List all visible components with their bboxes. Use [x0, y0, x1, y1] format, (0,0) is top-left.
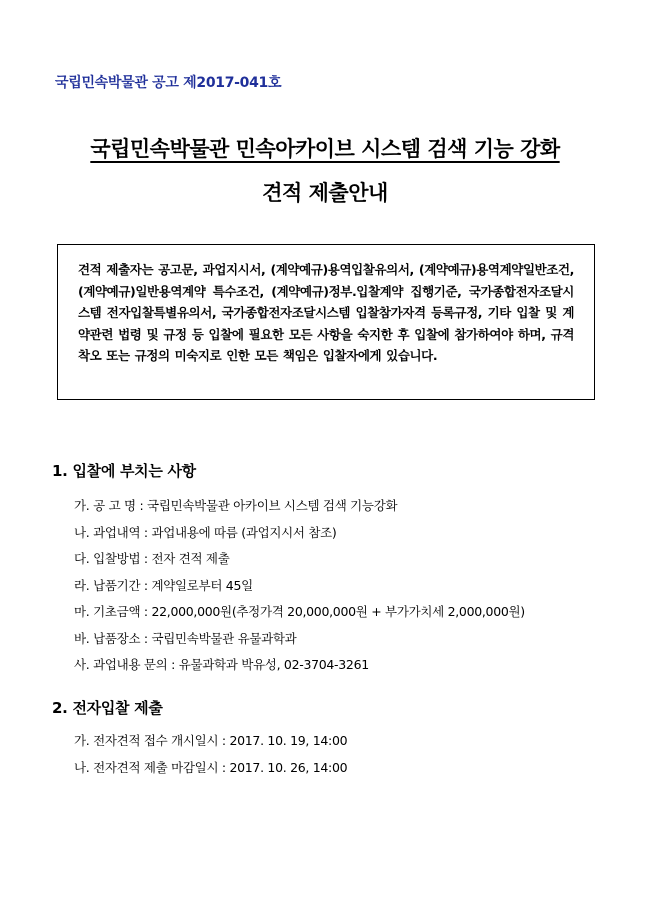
list-item: 가. 공 고 명 : 국립민속박물관 아카이브 시스템 검색 기능강화 [74, 498, 398, 513]
document-title [55, 133, 595, 207]
section-heading: 2. 전자입찰 제출 [52, 699, 163, 717]
notice-box-text: 견적 제출자는 공고문, 과업지시서, (계약예규)용역입찰유의서, (계약예규)용역계약일반조건, (계약예규)일반용역계약 특수조건, (계약예규)정부.입찰계약 집행기준, 국가종합전자조달시스템 전자입찰특별유의서, 국가종합전자조달시스템 입찰참가자격 등록규정, 기타 입찰 및 계약관련 법령 및 규정 등 입찰에 필요한 모든 사항을 숙지한 후 입찰에 참가하여야 하며, 규격 착오 또는 규정의 미숙지로 인한 모든 책임은 입찰자에게 있습니다. [78, 262, 574, 363]
list-item: 라. 납품기간 : 계약일로부터 45일 [74, 577, 253, 593]
section-e-bid-submission [52, 697, 612, 781]
section-heading: 1. 입찰에 부치는 사항 [52, 462, 196, 480]
item-list [52, 728, 612, 781]
list-item: 마. 기초금액 : 22,000,000원(추정가격 20,000,000원 + 부가가치세 2,000,000원) [74, 604, 525, 619]
list-item: 다. 입찰방법 : 전자 견적 제출 [74, 551, 230, 566]
section-bid-items [52, 460, 612, 679]
list-item: 사. 과업내용 문의 : 유물과학과 박유성, 02-3704-3261 [74, 657, 369, 672]
list-item: 바. 납품장소 : 국립민속박물관 유물과학과 [74, 630, 297, 646]
title-line-2: 견적 제출안내 [262, 181, 388, 205]
list-item: 나. 과업내역 : 과업내용에 따름 (과업지시서 참조) [74, 524, 337, 540]
title-line-1: 국립민속박물관 민속아카이브 시스템 검색 기능 강화 [90, 137, 560, 161]
list-item: 나. 전자견적 제출 마감일시 : 2017. 10. 26, 14:00 [74, 759, 348, 775]
notice-box [57, 244, 595, 400]
list-item: 가. 전자견적 접수 개시일시 : 2017. 10. 19, 14:00 [74, 733, 348, 748]
notice-number: 국립민속박물관 공고 제2017-041호 [55, 75, 282, 91]
item-list [52, 493, 612, 679]
